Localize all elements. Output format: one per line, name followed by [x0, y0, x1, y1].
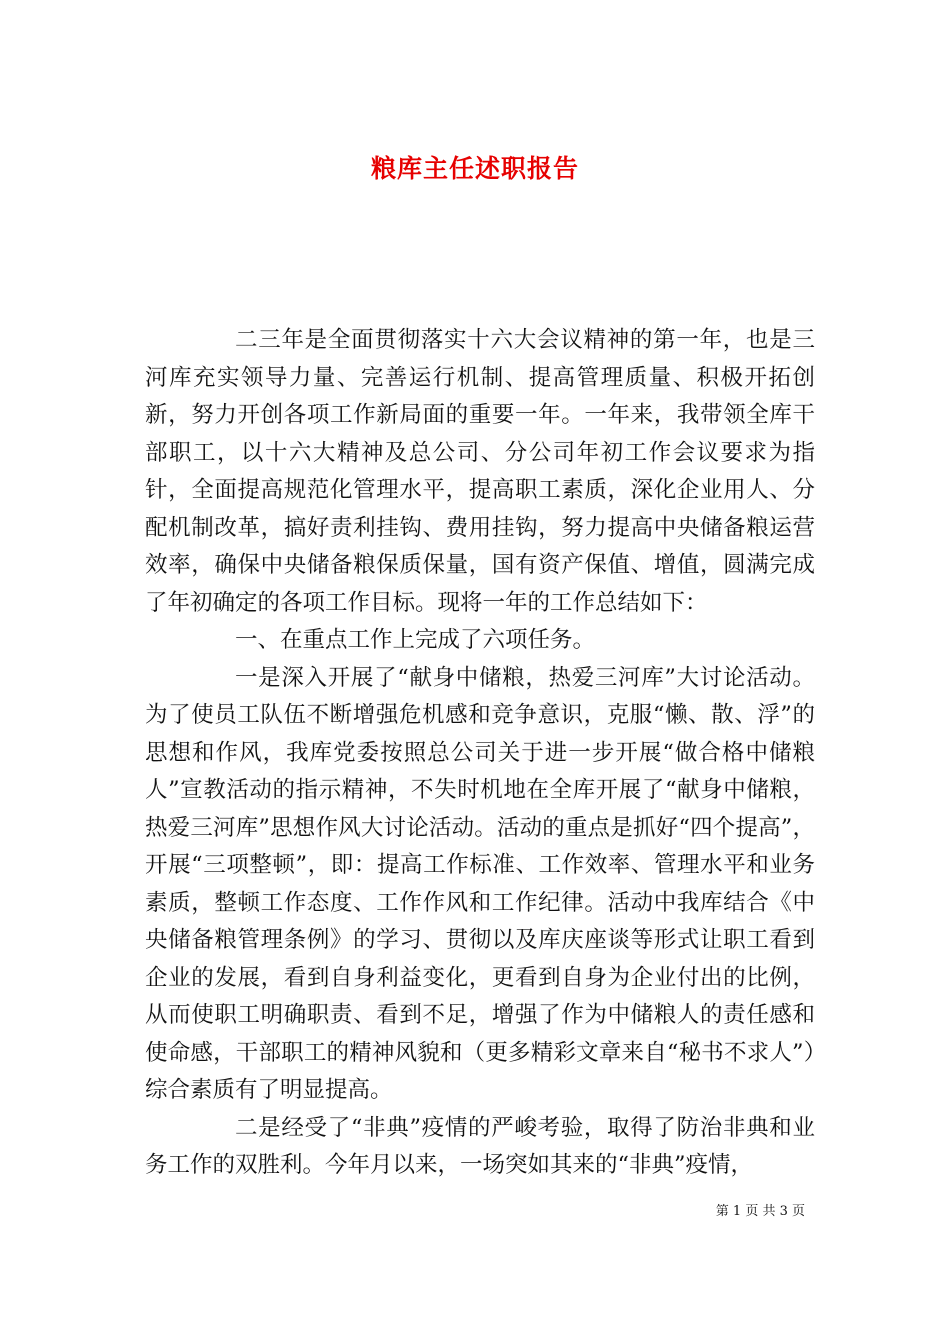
- document-body: [145, 322, 815, 1185]
- page-title: 粮库主任述职报告: [370, 153, 579, 183]
- paragraph-section-heading: 一、在重点工作上完成了六项任务。: [235, 627, 596, 653]
- paragraph-task-two: 二是经受了“非典”疫情的严峻考验，取得了防治非典和业务工作的双胜利。今年月以来，一场突如其来的“非典”疫情，: [145, 1114, 815, 1178]
- paragraph-intro: 二三年是全面贯彻落实十六大会议精神的第一年，也是三河库充实领导力量、完善运行机制、提高管理质量、积极开拓创新，努力开创各项工作新局面的重要一年。一年来，我带领全库干部职工，以十六大精神及总公司、分公司年初工作会议要求为指针，全面提高规范化管理水平，提高职工素质，深化企业用人、分配机制改革，搞好责利挂钩、费用挂钩，努力提高中央储备粮运营效率，确保中央储备粮保质保量，国有资产保值、增值，圆满完成了年初确定的各项工作目标。现将一年的工作总结如下：: [145, 327, 815, 616]
- page-number-footer: 第 1 页 共 3 页: [715, 1204, 805, 1219]
- paragraph-task-one: 一是深入开展了“献身中储粮，热爱三河库”大讨论活动。为了使员工队伍不断增强危机感和竞争意识，克服“懒、散、浮”的思想和作风，我库党委按照总公司关于进一步开展“做合格中储粮人”宣教活动的指示精神，不失时机地在全库开展了“献身中储粮，热爱三河库”思想作风大讨论活动。活动的重点是抓好“四个提高”，开展“三项整顿”，即：提高工作标准、工作效率、管理水平和业务素质，整顿工作态度、工作作风和工作纪律。活动中我库结合《中央储备粮管理条例》的学习、贯彻以及库庆座谈等形式让职工看到企业的发展，看到自身利益变化，更看到自身为企业付出的比例，从而使职工明确职责、看到不足，增强了作为中储粮人的责任感和使命感，干部职工的精神风貌和（更多精彩文章来自“秘书不求人”）综合素质有了明显提高。: [145, 664, 815, 1103]
